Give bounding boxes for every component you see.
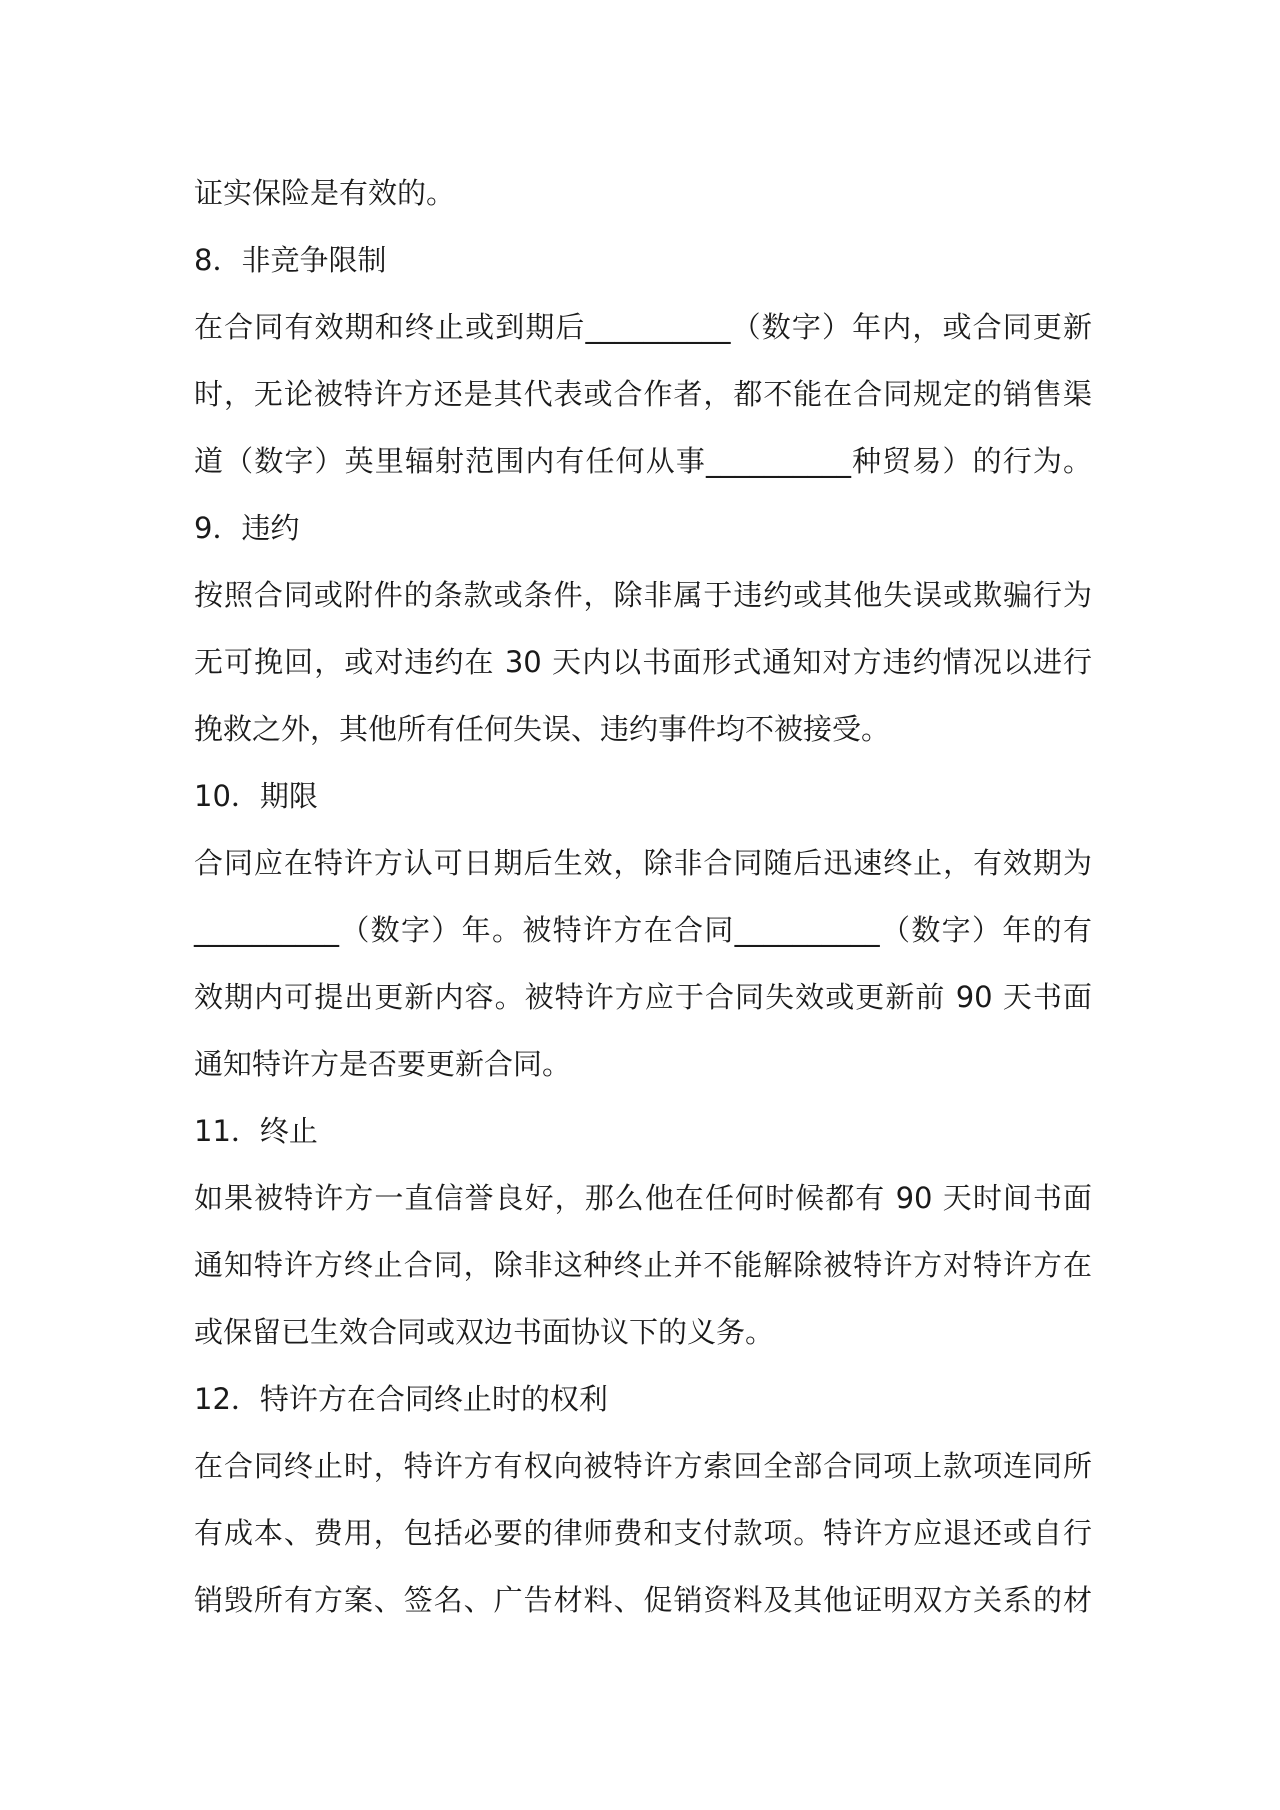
section-heading-breach: 9．违约 bbox=[194, 511, 300, 545]
paragraph-line: 在合同终止时，特许方有权向被特许方索回全部合同项上款项连同所 bbox=[194, 1449, 1092, 1483]
paragraph-line: 证实保险是有效的。 bbox=[194, 176, 456, 210]
paragraph-line: 道（数字）英里辐射范围内有任何从事__________种贸易）的行为。 bbox=[194, 444, 1092, 478]
paragraph-line: 按照合同或附件的条款或条件，除非属于违约或其他失误或欺骗行为 bbox=[194, 578, 1092, 612]
paragraph-line: 时，无论被特许方还是其代表或合作者，都不能在合同规定的销售渠 bbox=[194, 377, 1092, 411]
paragraph-line: 无可挽回，或对违约在 30 天内以书面形式通知对方违约情况以进行 bbox=[194, 645, 1092, 679]
paragraph-line: 通知特许方终止合同，除非这种终止并不能解除被特许方对特许方在 bbox=[194, 1248, 1092, 1282]
paragraph-line: 在合同有效期和终止或到期后__________（数字）年内，或合同更新 bbox=[194, 310, 1092, 344]
paragraph-line: 通知特许方是否要更新合同。 bbox=[194, 1047, 572, 1081]
paragraph-line: 挽救之外，其他所有任何失误、违约事件均不被接受。 bbox=[194, 712, 891, 746]
paragraph-line: 或保留已生效合同或双边书面协议下的义务。 bbox=[194, 1315, 775, 1349]
paragraph-line: __________（数字）年。被特许方在合同__________（数字）年的有 bbox=[194, 913, 1092, 947]
section-heading-termination: 11．终止 bbox=[194, 1114, 318, 1148]
section-heading-non-compete: 8．非竞争限制 bbox=[194, 243, 387, 277]
paragraph-line: 有成本、费用，包括必要的律师费和支付款项。特许方应退还或自行 bbox=[194, 1516, 1092, 1550]
document-body bbox=[194, 160, 1094, 1634]
paragraph-line: 效期内可提出更新内容。被特许方应于合同失效或更新前 90 天书面 bbox=[194, 980, 1092, 1014]
paragraph-line: 销毁所有方案、签名、广告材料、促销资料及其他证明双方关系的材 bbox=[194, 1583, 1092, 1617]
section-heading-franchisor-rights: 12．特许方在合同终止时的权利 bbox=[194, 1382, 608, 1416]
paragraph-line: 如果被特许方一直信誉良好，那么他在任何时候都有 90 天时间书面 bbox=[194, 1181, 1092, 1215]
paragraph-line: 合同应在特许方认可日期后生效，除非合同随后迅速终止，有效期为 bbox=[194, 846, 1092, 880]
section-heading-term: 10．期限 bbox=[194, 779, 318, 813]
